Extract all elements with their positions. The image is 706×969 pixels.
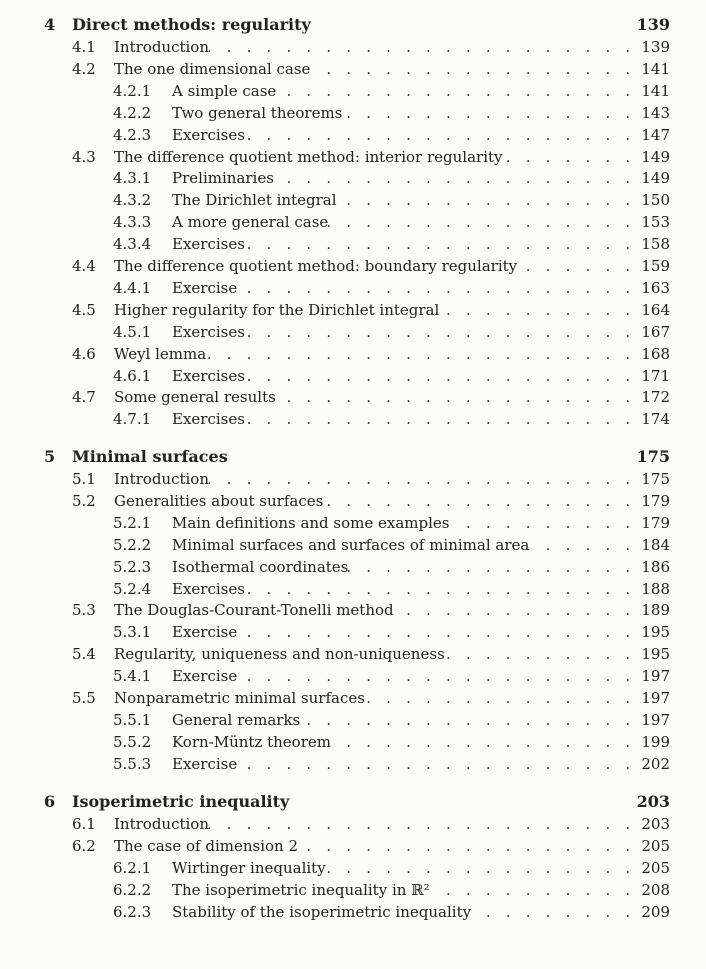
dot-leader (274, 167, 635, 189)
dot-leader (245, 408, 635, 430)
entry-page-number: 141 (641, 59, 670, 78)
entry-number: 4.1 (72, 38, 96, 56)
entry-title: Exercises (172, 235, 245, 254)
dot-leader (206, 343, 635, 365)
dot-leader (245, 124, 635, 146)
dot-leader (209, 36, 635, 58)
entry-number: 5.5.3 (113, 754, 152, 773)
chapter-number: 5 (44, 447, 56, 466)
entry-number: 4.2.1 (113, 81, 152, 100)
entry-number: 6.2.2 (113, 880, 152, 899)
chapter-title: Direct methods: regularity (72, 15, 311, 34)
entry-page-number: 179 (641, 513, 670, 532)
toc-section-entry (72, 687, 670, 709)
entry-title: A more general case (172, 213, 329, 232)
entry-number: 4.5 (72, 300, 96, 319)
entry-title: Regularity, uniqueness and non-uniqueness (114, 645, 445, 664)
entry-title: Exercises (172, 366, 245, 385)
entry-page-number: 186 (641, 557, 670, 576)
toc-subsection-entry (113, 167, 670, 189)
dot-leader (245, 321, 635, 343)
toc-section-entry (72, 299, 670, 321)
entry-page-number: 179 (641, 491, 670, 510)
toc-subsection-entry (113, 731, 670, 753)
dot-leader (517, 255, 635, 277)
dot-leader (439, 299, 635, 321)
entry-number: 5.2.4 (113, 579, 152, 598)
dot-leader (450, 512, 636, 534)
entry-page-number: 197 (641, 667, 670, 686)
entry-number: 4.6 (72, 344, 96, 363)
entry-page-number: 184 (641, 535, 670, 554)
entry-title: Introduction (114, 815, 209, 833)
dot-leader (323, 490, 635, 512)
toc-subsection-entry (113, 512, 670, 534)
entry-page-number: 158 (641, 235, 670, 254)
entry-title: Exercises (172, 125, 245, 144)
entry-number: 5.2.3 (113, 557, 152, 576)
entry-page-number: 168 (641, 344, 670, 363)
entry-page-number: 209 (641, 902, 670, 921)
toc-subsection-entry (113, 534, 670, 556)
toc-subsection-entry (113, 233, 670, 255)
entry-title: Exercises (172, 322, 245, 341)
entry-number: 5.2.1 (113, 513, 152, 532)
entry-title: Isothermal coordinates (172, 557, 349, 576)
entry-title: Nonparametric minimal surfaces (114, 689, 365, 707)
entry-page-number: 197 (641, 689, 670, 707)
dot-leader (209, 813, 635, 835)
toc-subsection-entry (113, 621, 670, 643)
entry-number: 5.3 (72, 601, 96, 620)
entry-title: The Dirichlet integral (172, 191, 337, 210)
entry-number: 4.4.1 (113, 278, 152, 297)
entry-title: Stability of the isoperimetric inequality (172, 902, 472, 921)
entry-number: 5.4.1 (113, 667, 152, 686)
toc-subsection-entry (113, 211, 670, 233)
chapter-title: Minimal surfaces (72, 447, 228, 466)
entry-page-number: 195 (641, 623, 670, 642)
entry-number: 5.5.1 (113, 710, 152, 729)
entry-number: 6.2.1 (113, 858, 152, 877)
dot-leader (237, 621, 635, 643)
toc-subsection-entry (113, 277, 670, 299)
toc-subsection-entry (113, 80, 670, 102)
entry-title: Two general theorems (172, 103, 343, 122)
entry-number: 6.2.3 (113, 902, 152, 921)
entry-page-number: 195 (641, 645, 670, 664)
dot-leader (300, 709, 635, 731)
entry-number: 4.3.3 (113, 213, 152, 232)
entry-number: 4.7.1 (113, 410, 152, 429)
entry-page-number: 171 (641, 366, 670, 385)
chapter-title: Isoperimetric inequality (72, 792, 290, 811)
entry-title: Preliminaries (172, 169, 274, 188)
toc-section-entry (72, 58, 670, 80)
entry-number: 6.1 (72, 815, 96, 833)
entry-title: Exercise (172, 667, 238, 686)
entry-page-number: 172 (641, 388, 670, 407)
entry-page-number: 174 (641, 410, 670, 429)
entry-title: Main definitions and some examples (172, 513, 450, 532)
dot-leader (342, 102, 635, 124)
toc-section-entry (72, 255, 670, 277)
entry-number: 4.4 (72, 257, 96, 275)
entry-title: Introduction (114, 38, 209, 56)
entry-title: Some general results (114, 388, 276, 407)
entry-number: 6.2 (72, 836, 96, 855)
entry-title: The case of dimension 2 (114, 836, 299, 855)
entry-number: 4.3.4 (113, 235, 152, 254)
entry-number: 4.3 (72, 147, 96, 166)
toc-subsection-entry (113, 321, 670, 343)
entry-page-number: 189 (641, 601, 670, 620)
entry-page-number: 208 (641, 880, 670, 899)
toc-section-entry (72, 146, 670, 168)
entry-title: Exercise (172, 754, 238, 773)
toc-subsection-entry (113, 753, 670, 775)
entry-title: Introduction (114, 470, 209, 488)
dot-leader (328, 211, 635, 233)
entry-page-number: 150 (641, 191, 670, 210)
entry-title: Generalities about surfaces (114, 491, 324, 510)
entry-number: 5.2.2 (113, 535, 152, 554)
chapter-page-number: 175 (636, 447, 670, 466)
dot-leader (209, 468, 635, 490)
entry-title: General remarks (172, 710, 301, 729)
entry-page-number: 197 (641, 710, 670, 729)
toc-subsection-entry (113, 665, 670, 687)
dot-leader (348, 556, 635, 578)
chapter-number: 6 (44, 792, 56, 811)
dot-leader (237, 277, 635, 299)
entry-title: Exercise (172, 278, 238, 297)
entry-title: Wirtinger inequality (172, 858, 326, 877)
entry-page-number: 159 (641, 257, 670, 275)
entry-page-number: 143 (641, 103, 670, 122)
toc-section-entry (72, 813, 670, 835)
entry-page-number: 205 (641, 836, 670, 855)
dot-leader (529, 534, 635, 556)
dot-leader (245, 365, 635, 387)
entry-page-number: 141 (641, 81, 670, 100)
dot-leader (245, 578, 635, 600)
toc-subsection-entry (113, 124, 670, 146)
entry-number: 5.5.2 (113, 732, 152, 751)
entry-title: Higher regularity for the Dirichlet integral (114, 300, 440, 319)
entry-title: Exercise (172, 623, 238, 642)
dot-leader (245, 233, 635, 255)
toc-section-entry (72, 468, 670, 490)
dot-leader (276, 386, 636, 408)
entry-page-number: 149 (641, 147, 670, 166)
entry-number: 5.4 (72, 645, 96, 664)
dot-leader (298, 835, 635, 857)
entry-page-number: 167 (641, 322, 670, 341)
entry-page-number: 188 (641, 579, 670, 598)
entry-page-number: 202 (641, 754, 670, 773)
entry-title: The difference quotient method: boundary regularity (114, 257, 518, 275)
entry-page-number: 203 (641, 815, 670, 833)
toc-section-entry (72, 36, 670, 58)
entry-page-number: 149 (641, 169, 670, 188)
dot-leader (365, 687, 635, 709)
entry-number: 4.2.3 (113, 125, 152, 144)
dot-leader (471, 901, 635, 923)
chapter-page-number: 139 (636, 15, 670, 34)
toc-section-entry (72, 835, 670, 857)
chapter-page-number: 203 (636, 792, 670, 811)
entry-page-number: 175 (641, 470, 670, 488)
entry-number: 5.2 (72, 491, 96, 510)
entry-title: Minimal surfaces and surfaces of minimal area (172, 535, 530, 554)
entry-page-number: 163 (641, 278, 670, 297)
toc-subsection-entry (113, 556, 670, 578)
toc-subsection-entry (113, 189, 670, 211)
entry-number: 4.2 (72, 59, 96, 78)
chapter-number: 4 (44, 15, 56, 34)
entry-title: Exercises (172, 579, 245, 598)
toc-subsection-entry (113, 901, 670, 923)
toc-subsection-entry (113, 857, 670, 879)
dot-leader (237, 753, 635, 775)
dot-leader (326, 857, 636, 879)
entry-number: 4.3.2 (113, 191, 152, 210)
entry-number: 4.5.1 (113, 322, 152, 341)
dot-leader (503, 146, 636, 168)
chapter-heading (44, 446, 670, 468)
toc-subsection-entry (113, 879, 670, 901)
entry-title: Korn-Müntz theorem (172, 732, 331, 751)
toc-section-entry (72, 343, 670, 365)
chapter-heading (44, 791, 670, 813)
entry-page-number: 139 (641, 38, 670, 56)
entry-number: 4.6.1 (113, 366, 152, 385)
dot-leader (237, 665, 635, 687)
entry-number: 5.1 (72, 470, 96, 488)
dot-leader (445, 643, 636, 665)
dot-leader (430, 879, 636, 901)
entry-number: 4.2.2 (113, 103, 152, 122)
entry-title: A simple case (172, 81, 277, 100)
dot-leader (394, 599, 636, 621)
toc-subsection-entry (113, 709, 670, 731)
dot-leader (276, 80, 635, 102)
entry-title: The difference quotient method: interior regularity (114, 147, 503, 166)
entry-number: 5.5 (72, 689, 96, 707)
entry-number: 5.3.1 (113, 623, 152, 642)
toc-section-entry (72, 599, 670, 621)
entry-number: 4.7 (72, 388, 96, 407)
dot-leader (331, 731, 635, 753)
entry-page-number: 205 (641, 858, 670, 877)
toc-section-entry (72, 490, 670, 512)
dot-leader (337, 189, 636, 211)
entry-page-number: 147 (641, 125, 670, 144)
entry-title: The Douglas-Courant-Tonelli method (114, 601, 394, 620)
entry-number: 4.3.1 (113, 169, 152, 188)
toc-subsection-entry (113, 365, 670, 387)
dot-leader (310, 58, 635, 80)
entry-page-number: 199 (641, 732, 670, 751)
entry-page-number: 164 (641, 300, 670, 319)
toc-subsection-entry (113, 102, 670, 124)
toc-subsection-entry (113, 408, 670, 430)
entry-title: The one dimensional case (114, 59, 311, 78)
entry-title: The isoperimetric inequality in ℝ² (172, 880, 430, 899)
entry-title: Weyl lemma (114, 344, 207, 363)
toc-section-entry (72, 643, 670, 665)
entry-page-number: 153 (641, 213, 670, 232)
toc-section-entry (72, 386, 670, 408)
chapter-heading (44, 14, 670, 36)
entry-title: Exercises (172, 410, 245, 429)
toc-subsection-entry (113, 578, 670, 600)
